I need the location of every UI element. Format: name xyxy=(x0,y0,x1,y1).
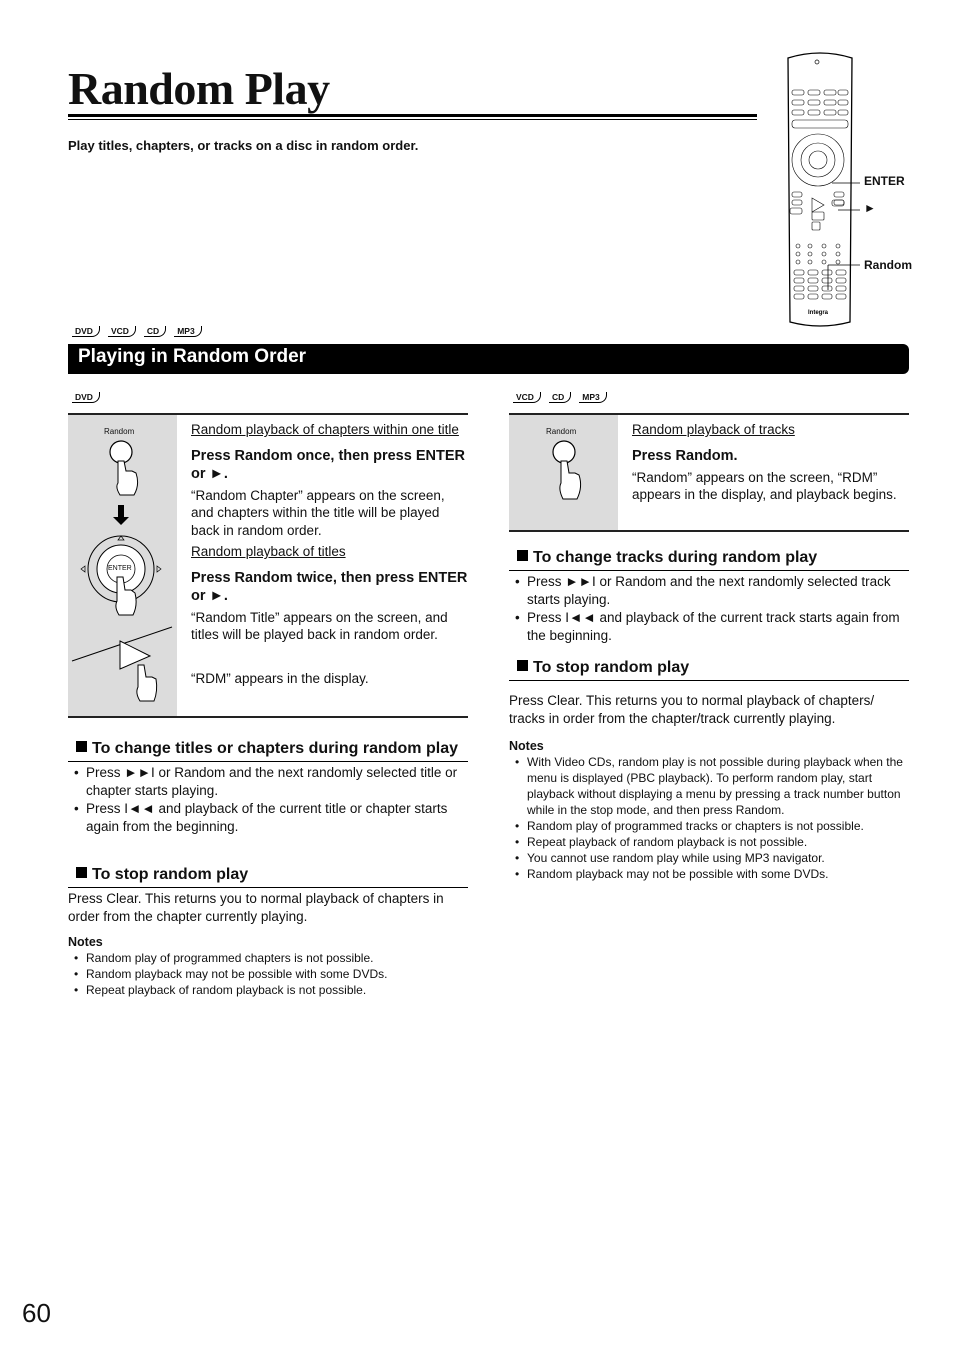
list-item: • Press ►►I or Random and the next randomly selected track starts playing. xyxy=(509,573,909,609)
list-item: • Press ►►I or Random and the next randomly selected title or chapter starts playing. xyxy=(68,764,468,800)
list-item: • Random play of programmed tracks or chapters is not possible. xyxy=(509,818,909,834)
right-stop-section xyxy=(509,657,909,882)
left-notes-list xyxy=(68,950,468,998)
random-titles-result: “Random Title” appears on the screen, and titles will be played back in random order. xyxy=(191,609,448,642)
square-bullet-icon xyxy=(76,867,87,878)
left-instruction-box xyxy=(68,413,468,718)
badge-mp3: MP3 xyxy=(174,326,201,337)
title-rule xyxy=(68,114,757,117)
title-rule-thin xyxy=(68,119,757,120)
random-button-label: Random xyxy=(104,427,135,436)
arrow-down-icon xyxy=(113,505,129,525)
right-change-list xyxy=(509,573,909,645)
right-stop-text: Press Clear. This returns you to normal playback of chapters/ tracks in order from the chapter/track currently playing. xyxy=(509,693,875,726)
list-item: • You cannot use random play while using MP3 navigator. xyxy=(509,850,909,866)
badge-dvd: DVD xyxy=(72,392,100,403)
remote-brand-logo: Integra xyxy=(807,310,829,316)
play-callout-label: ► xyxy=(864,201,876,215)
left-change-list xyxy=(68,764,468,836)
intro-text: Play titles, chapters, or tracks on a disc in random order. xyxy=(68,138,419,153)
left-disc-badges xyxy=(72,392,100,403)
random-chapters-step: Press Random once, then press ENTER or ►. xyxy=(191,447,465,482)
left-notes-heading: Notes xyxy=(68,935,103,949)
list-item: • Random playback may not be possible with some DVDs. xyxy=(509,866,909,882)
right-disc-badges xyxy=(513,392,607,403)
random-callout-label: Random xyxy=(864,258,912,272)
enter-button-label: ENTER xyxy=(108,565,132,572)
square-bullet-icon xyxy=(517,660,528,671)
random-chapters-subtitle: Random playback of chapters within one title xyxy=(191,422,459,437)
random-chapters-result: “Random Chapter” appears on the screen, and chapters within the title will be played back in random order. xyxy=(191,487,445,538)
section-heading: Playing in Random Order xyxy=(68,344,909,374)
badge-vcd: VCD xyxy=(108,326,136,337)
list-item: • Repeat playback of random playback is not possible. xyxy=(68,982,468,998)
random-button-label: Random xyxy=(546,427,577,436)
enter-callout-label: ENTER xyxy=(864,174,905,188)
square-bullet-icon xyxy=(517,550,528,561)
right-change-section xyxy=(509,547,909,645)
list-item: • Repeat playback of random playback is not possible. xyxy=(509,834,909,850)
right-notes-list xyxy=(509,754,909,882)
right-instruction-box xyxy=(509,413,909,532)
random-tracks-step: Press Random. xyxy=(632,447,738,464)
left-stop-text: Press Clear. This returns you to normal playback of chapters in order from the chapter currently playing. xyxy=(68,891,444,924)
right-stop-heading: To stop random play xyxy=(509,657,909,681)
left-illustration-panel xyxy=(68,415,177,716)
right-illustration-panel xyxy=(509,415,618,530)
badge-vcd: VCD xyxy=(513,392,541,403)
right-instruction-text xyxy=(618,415,909,530)
list-item: • Press I◄◄ and playback of the current title or chapter starts again from the beginning. xyxy=(68,800,468,836)
left-stop-section xyxy=(68,864,468,998)
right-notes-heading: Notes xyxy=(509,739,544,753)
badge-cd: CD xyxy=(549,392,571,403)
right-change-heading: To change tracks during random play xyxy=(509,547,909,571)
random-tracks-result: “Random” appears on the screen, “RDM” appears in the display, and playback begins. xyxy=(632,469,897,502)
left-change-section xyxy=(68,738,468,836)
button-press-illustration xyxy=(509,415,618,530)
list-item: • With Video CDs, random play is not possible during playback when the menu is displayed (PBC playback). To perform random play, start playback without displaying a menu by pressing a track number button while in the stop mode, and then press Random. xyxy=(509,754,909,818)
random-tracks-subtitle: Random playback of tracks xyxy=(632,422,795,437)
page-title: Random Play xyxy=(68,63,330,114)
random-titles-subtitle: Random playback of titles xyxy=(191,544,346,559)
rdm-display-note: “RDM” appears in the display. xyxy=(191,670,369,686)
disc-type-badges xyxy=(72,326,202,337)
list-item: • Random playback may not be possible with some DVDs. xyxy=(68,966,468,982)
random-titles-step: Press Random twice, then press ENTER or ►. xyxy=(191,569,468,604)
list-item: • Press I◄◄ and playback of the current track starts again from the beginning. xyxy=(509,609,909,645)
square-bullet-icon xyxy=(76,741,87,752)
list-item: • Random play of programmed chapters is not possible. xyxy=(68,950,468,966)
left-stop-heading: To stop random play xyxy=(68,864,468,888)
page-number: 60 xyxy=(22,1298,51,1328)
left-instruction-text xyxy=(177,415,468,716)
badge-cd: CD xyxy=(144,326,166,337)
remote-control-illustration xyxy=(780,50,860,328)
badge-mp3: MP3 xyxy=(579,392,606,403)
badge-dvd: DVD xyxy=(72,326,100,337)
left-change-heading: To change titles or chapters during random play xyxy=(68,738,468,762)
